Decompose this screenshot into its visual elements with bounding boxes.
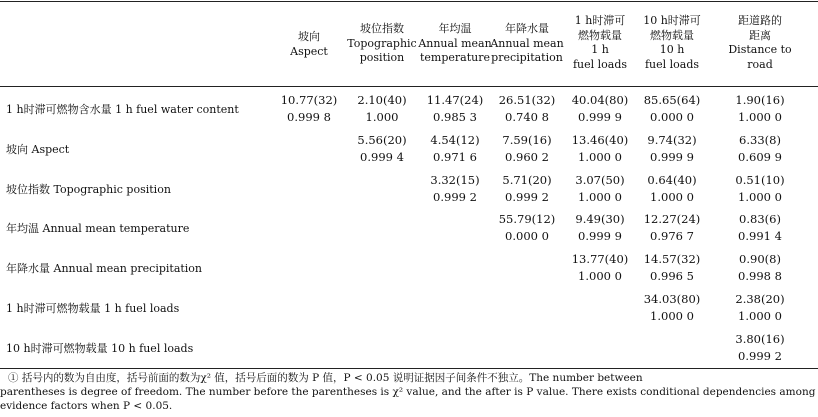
table-cell: 26.51(32) 0.740 8 bbox=[498, 93, 556, 124]
row-label-1h-fuel-water-content: 1 h时滞可燃物含水量 1 h fuel water content bbox=[6, 103, 239, 116]
table-cell: 11.47(24) 0.985 3 bbox=[426, 93, 484, 124]
table-cell: 2.10(40) 1.000 bbox=[357, 93, 407, 124]
col-header-annual-mean-temperature: 年均温 Annual mean temperature bbox=[418, 22, 492, 64]
table-cell: 55.79(12) 0.000 0 bbox=[498, 212, 556, 243]
table-cell: 9.74(32) 0.999 9 bbox=[647, 133, 697, 164]
table-cell: 0.64(40) 1.000 0 bbox=[647, 173, 697, 204]
col-header-aspect: 坡向 Aspect bbox=[290, 30, 328, 58]
table-cell: 0.51(10) 1.000 0 bbox=[735, 173, 785, 204]
table-cell: 3.32(15) 0.999 2 bbox=[430, 173, 480, 204]
table-cell: 40.04(80) 0.999 9 bbox=[571, 93, 629, 124]
col-header-distance-to-road: 距道路的 距离 Distance to road bbox=[728, 14, 792, 71]
table-cell: 1.90(16) 1.000 0 bbox=[735, 93, 785, 124]
table-footnote: ① 括号内的数为自由度，括号前面的数为χ² 值，括号后面的数为 P 值，P < 0.05 说明证据因子间条件不独立。The number between parentheses is degree of freedom. The number before the parentheses is χ² value, and the after is P value. There exists conditional dependencies among evidence factors when P < 0.05. bbox=[0, 372, 816, 412]
table-cell: 85.65(64) 0.000 0 bbox=[643, 93, 701, 124]
table-cell: 5.71(20) 0.999 2 bbox=[502, 173, 552, 204]
row-label-annual-mean-temperature: 年均温 Annual mean temperature bbox=[6, 222, 190, 235]
col-header-10h-fuel-loads: 10 h时滞可 燃物载量 10 h fuel loads bbox=[643, 14, 701, 71]
table-cell: 0.83(6) 0.991 4 bbox=[738, 212, 782, 243]
col-header-topographic-position: 坡位指数 Topographic position bbox=[347, 22, 417, 64]
row-label-topographic-position: 坡位指数 Topographic position bbox=[6, 183, 171, 196]
row-label-annual-mean-precipitation: 年降水量 Annual mean precipitation bbox=[6, 262, 203, 275]
table-cell: 34.03(80) 1.000 0 bbox=[643, 292, 701, 323]
col-header-1h-fuel-loads: 1 h时滞可 燃物载量 1 h fuel loads bbox=[572, 14, 628, 71]
table-cell: 9.49(30) 0.999 9 bbox=[575, 212, 625, 243]
table-cell: 13.46(40) 1.000 0 bbox=[571, 133, 629, 164]
table-cell: 3.80(16) 0.999 2 bbox=[735, 332, 785, 363]
table-header-rule bbox=[0, 86, 818, 87]
table-top-rule bbox=[0, 1, 818, 2]
row-label-1h-fuel-loads: 1 h时滞可燃物载量 1 h fuel loads bbox=[6, 302, 180, 315]
table-cell: 12.27(24) 0.976 7 bbox=[643, 212, 701, 243]
row-label-aspect: 坡向 Aspect bbox=[6, 143, 70, 156]
col-header-annual-mean-precipitation: 年降水量 Annual mean precipitation bbox=[490, 22, 564, 64]
table-cell: 2.38(20) 1.000 0 bbox=[735, 292, 785, 323]
table-cell: 6.33(8) 0.609 9 bbox=[738, 133, 782, 164]
table-cell: 10.77(32) 0.999 8 bbox=[280, 93, 338, 124]
table-cell: 4.54(12) 0.971 6 bbox=[430, 133, 480, 164]
table-bottom-rule bbox=[0, 368, 818, 369]
table-cell: 3.07(50) 1.000 0 bbox=[575, 173, 625, 204]
table-cell: 14.57(32) 0.996 5 bbox=[643, 252, 701, 283]
table-cell: 0.90(8) 0.998 8 bbox=[738, 252, 782, 283]
table-cell: 13.77(40) 1.000 0 bbox=[571, 252, 629, 283]
table-cell: 7.59(16) 0.960 2 bbox=[502, 133, 552, 164]
table-cell: 5.56(20) 0.999 4 bbox=[357, 133, 407, 164]
row-label-10h-fuel-loads: 10 h时滞可燃物载量 10 h fuel loads bbox=[6, 342, 194, 355]
